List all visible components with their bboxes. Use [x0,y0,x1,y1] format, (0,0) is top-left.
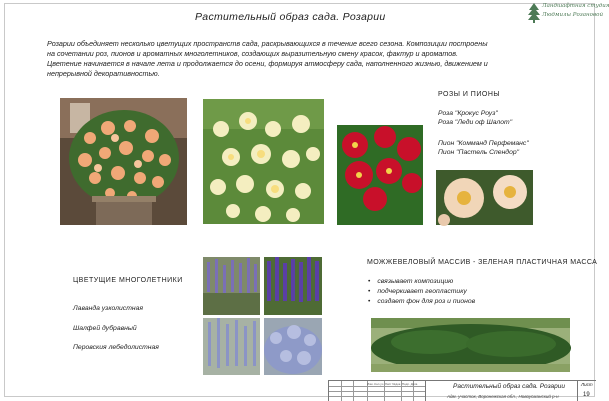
stamp-caption: Изм. Кол.уч. Лист №док. Подп. Дата [367,382,418,386]
sheet-box [577,381,596,401]
title-block [328,380,596,401]
sheet-number: 19 [583,392,590,398]
list-item: Шалфей дубравный [73,324,137,332]
studio-logo [528,2,609,24]
tree-icon [528,3,540,23]
list-item: Роза "Леди оф Шалот" [438,119,513,126]
perennials-heading: ЦВЕТУЩИЕ МНОГОЛЕТНИКИ [73,277,183,284]
stamp-title: Растительный образ сада. Розарии [453,383,565,390]
list-item: • создает фон для роз и пионов [368,298,476,305]
juniper-bullets [368,277,475,307]
list-item: • связывает композицию [368,278,454,285]
perennials-list [73,305,159,364]
perovskia-photo-2 [264,318,322,375]
rose-crocus-photo [60,98,187,225]
peony-red-photo [337,125,423,225]
list-item: • подчеркивает геопластику [368,288,467,295]
peonies-list [438,139,529,157]
list-item: Пион "Пастель Спендор" [438,149,520,156]
list-item: Лаванда узколистная [73,305,144,312]
logo-line-2: Людмилы Розановой [542,12,604,18]
stamp-address: Адм. участок, Воронежская обл., Новоусманский р-н [447,394,559,399]
perovskia-photo-1 [203,318,260,375]
list-item: Перовския лебедолистная [73,344,159,351]
roses-peonies-heading: РОЗЫ И ПИОНЫ [438,91,501,98]
list-item: Роза "Крокус Роуз" [438,110,498,117]
peony-pastel-photo [436,170,533,225]
salvia-photo [264,257,322,315]
page-title: Растительный образ сада. Розарии [195,11,386,23]
lavender-photo [203,257,260,315]
juniper-heading: МОЖЖЕВЕЛОВЫЙ МАССИВ - ЗЕЛЕНАЯ ПЛАСТИЧНАЯ МАССА [367,259,598,266]
rose-lady-shalott-photo [203,99,324,224]
intro-paragraph: Розарии объединяет несколько цветущих пространств сада, раскрывающихся в течение всего сезона. Композиции построены на сочетании роз, пионов и ароматных многолетников, создающих выразительную смену красок, фактур и ароматов. Цветение начинается в начале лета и продолжается до осени, формируя атмосферу сада, наполненного жизнью, движением и непрерывной декоративностью. [47,39,488,78]
sheet-label: Лист [581,382,593,387]
logo-line-1: Ландшафтная студия [542,3,609,9]
juniper-photo [371,318,570,372]
list-item: Пион "Комманд Перфеманс" [438,140,529,147]
roses-list [438,109,512,127]
